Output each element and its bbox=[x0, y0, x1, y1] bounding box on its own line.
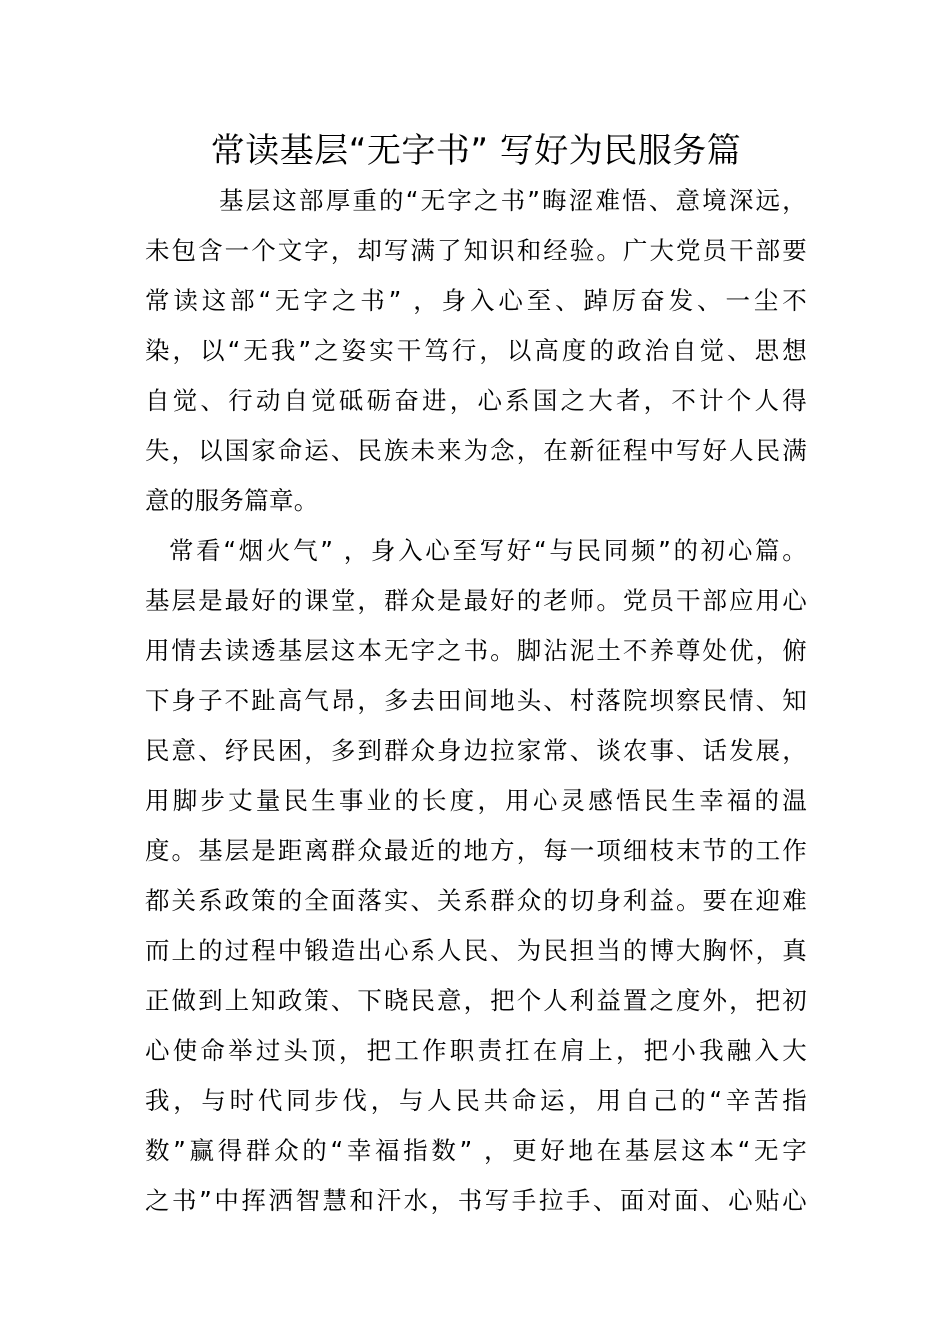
paragraph-line: 都关系政策的全面落实、关系群众的切身利益。要在迎难 bbox=[145, 886, 807, 915]
paragraph-line: 数”赢得群众的“幸福指数” ，更好地在基层这本“无字 bbox=[145, 1136, 807, 1165]
paragraph-line: 下身子不趾高气昂，多去田间地头、村落院坝察民情、知 bbox=[145, 686, 807, 715]
document-body bbox=[145, 176, 807, 1226]
paragraph-line: 用脚步丈量民生事业的长度，用心灵感悟民生幸福的温 bbox=[145, 786, 807, 815]
paragraph-line: 常看“烟火气” ，身入心至写好“与民同频”的初心篇。 bbox=[169, 536, 807, 565]
paragraph-line: 用情去读透基层这本无字之书。脚沾泥土不养尊处优，俯 bbox=[145, 636, 807, 665]
paragraph-line: 常读这部“无字之书” ，身入心至、踔厉奋发、一尘不 bbox=[145, 286, 807, 315]
paragraph-line: 而上的过程中锻造出心系人民、为民担当的博大胸怀，真 bbox=[145, 936, 807, 965]
paragraph-line: 意的服务篇章。 bbox=[145, 486, 319, 515]
paragraph-line: 之书”中挥洒智慧和汗水，书写手拉手、面对面、心贴心 bbox=[145, 1186, 807, 1215]
paragraph-line: 基层是最好的课堂，群众是最好的老师。党员干部应用心 bbox=[145, 586, 807, 615]
document-title: 常读基层“无字书” 写好为民服务篇 bbox=[210, 131, 742, 171]
paragraph-line: 正做到上知政策、下晓民意，把个人利益置之度外，把初 bbox=[145, 986, 807, 1015]
paragraph-line: 民意、纾民困，多到群众身边拉家常、谈农事、话发展， bbox=[145, 736, 807, 765]
paragraph-line: 未包含一个文字，却写满了知识和经验。广大党员干部要 bbox=[145, 236, 807, 265]
paragraph-2 bbox=[145, 526, 807, 1226]
paragraph-line: 我，与时代同步伐，与人民共命运，用自己的“辛苦指 bbox=[145, 1086, 807, 1115]
paragraph-1 bbox=[145, 176, 807, 526]
paragraph-line: 基层这部厚重的“无字之书”晦涩难悟、意境深远， bbox=[219, 186, 807, 215]
paragraph-line: 染，以“无我”之姿实干笃行，以高度的政治自觉、思想 bbox=[145, 336, 807, 365]
paragraph-line: 心使命举过头顶，把工作职责扛在肩上，把小我融入大 bbox=[145, 1036, 807, 1065]
paragraph-line: 失，以国家命运、民族未来为念，在新征程中写好人民满 bbox=[145, 436, 807, 465]
paragraph-line: 度。基层是距离群众最近的地方，每一项细枝末节的工作 bbox=[145, 836, 807, 865]
paragraph-line: 自觉、行动自觉砥砺奋进，心系国之大者，不计个人得 bbox=[145, 386, 807, 415]
